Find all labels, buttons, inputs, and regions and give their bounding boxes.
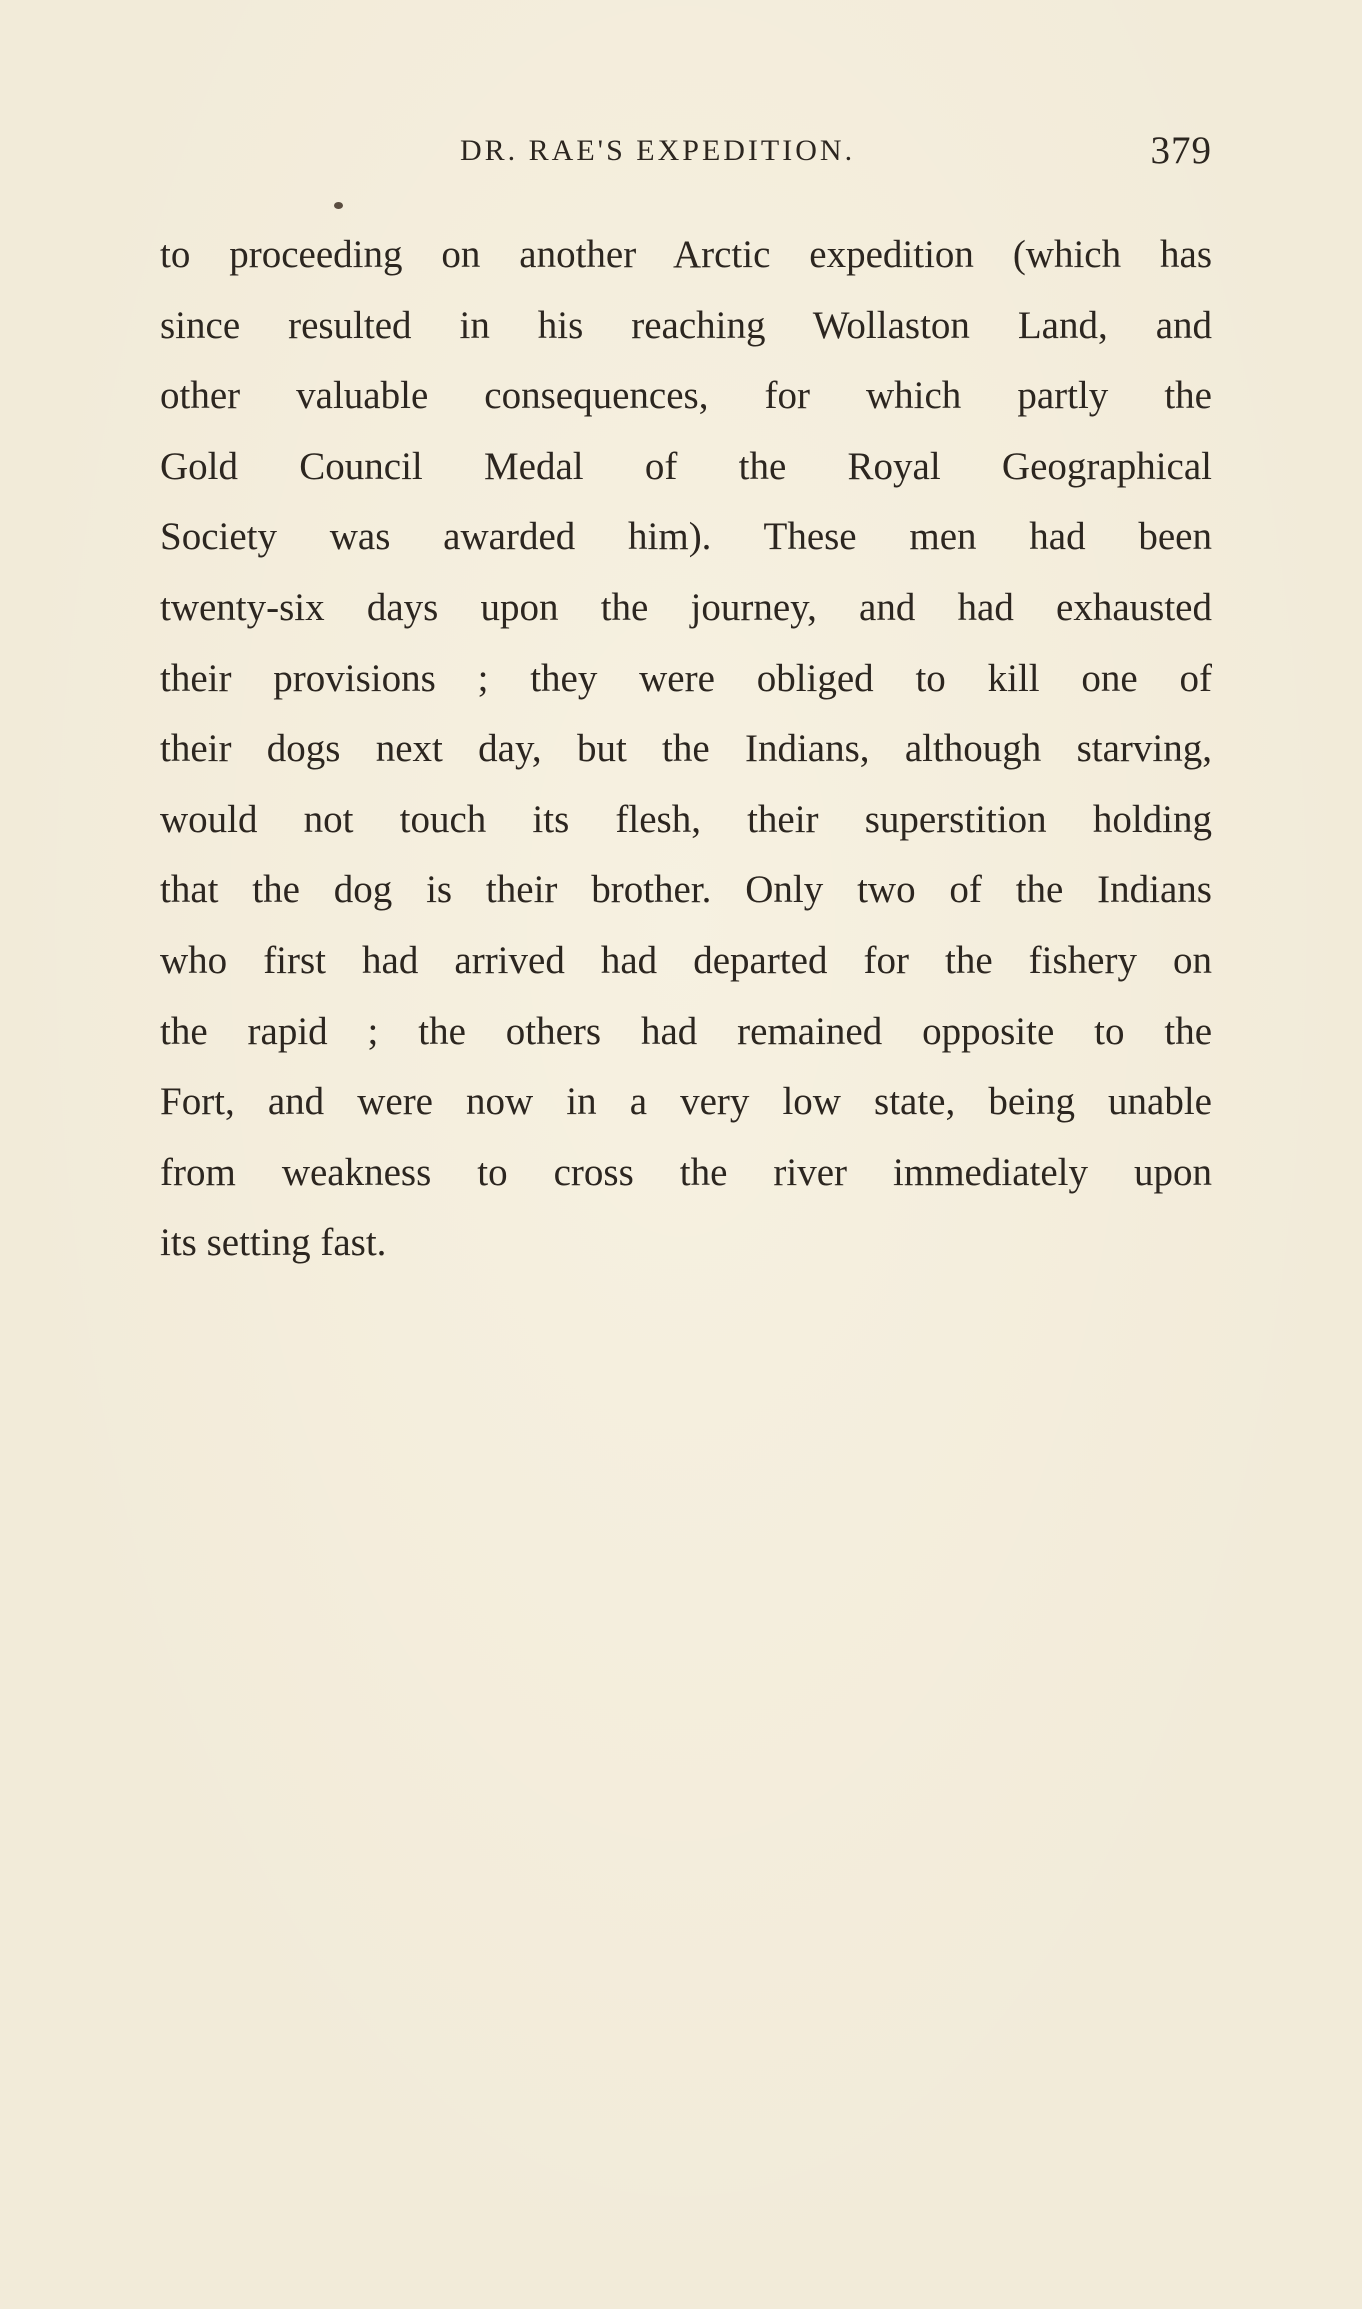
page-number: 379 bbox=[1150, 129, 1212, 172]
text-line: the rapid ; the others had remained opposite to the bbox=[160, 1009, 1212, 1053]
running-head: DR. RAE'S EXPEDITION. bbox=[460, 134, 856, 167]
ink-speck bbox=[334, 202, 343, 209]
text-line: Gold Council Medal of the Royal Geographical bbox=[160, 444, 1212, 488]
text-line: their provisions ; they were obliged to kill one of bbox=[160, 656, 1212, 700]
text-line: Fort, and were now in a very low state, being unable bbox=[160, 1080, 1212, 1124]
text-line: would not touch its flesh, their superstition holding bbox=[160, 797, 1212, 841]
text-line: Society was awarded him). These men had been bbox=[160, 515, 1212, 559]
text-line: from weakness to cross the river immediately upon bbox=[160, 1150, 1212, 1194]
text-line: that the dog is their brother. Only two of the Indians bbox=[160, 868, 1212, 912]
text-line: its setting fast. bbox=[160, 1221, 387, 1265]
body-text bbox=[160, 220, 1212, 1279]
text-line: other valuable consequences, for which partly the bbox=[160, 374, 1212, 418]
text-line: their dogs next day, but the Indians, although starving, bbox=[160, 727, 1212, 771]
page-header bbox=[160, 128, 1212, 188]
text-line: who first had arrived had departed for the fishery on bbox=[160, 938, 1212, 982]
text-line: to proceeding on another Arctic expedition (which has bbox=[160, 233, 1212, 276]
text-line: twenty-six days upon the journey, and had exhausted bbox=[160, 585, 1212, 629]
text-line: since resulted in his reaching Wollaston Land, and bbox=[160, 303, 1212, 347]
